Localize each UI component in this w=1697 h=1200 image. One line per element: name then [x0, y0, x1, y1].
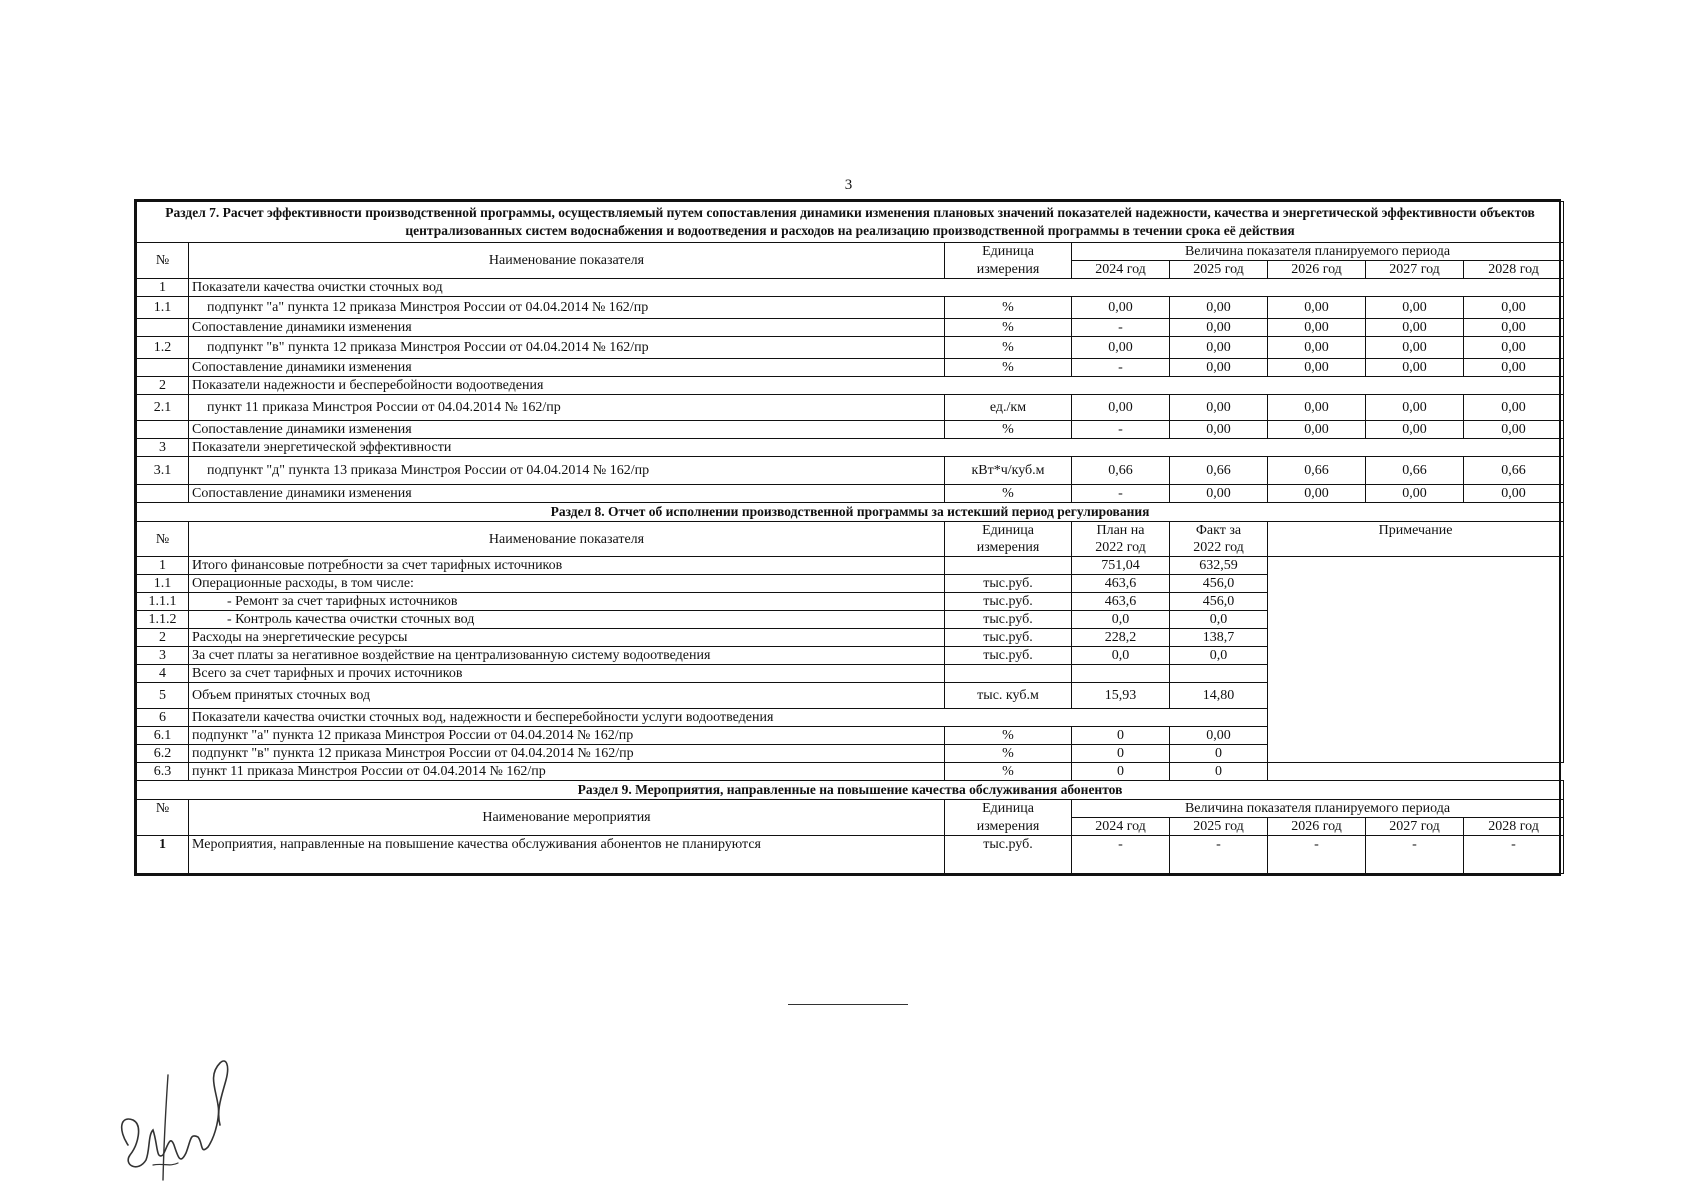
row-value: - [1072, 485, 1170, 503]
row-value: 0,66 [1268, 457, 1366, 485]
row-value: 0,00 [1268, 485, 1366, 503]
row-no: 1 [137, 557, 189, 575]
row-name: Сопоставление динамики изменения [189, 485, 945, 503]
row-value: 0,00 [1366, 337, 1464, 359]
table-row [137, 297, 1564, 319]
table-row [137, 279, 1564, 297]
row-unit: % [945, 485, 1072, 503]
row-plan: 15,93 [1072, 683, 1170, 709]
row-name: подпункт "д" пункта 13 приказа Минстроя России от 04.04.2014 № 162/пр [189, 457, 945, 485]
row-value: - [1464, 836, 1564, 874]
row-value: 0,00 [1268, 319, 1366, 337]
row-plan: 0,0 [1072, 647, 1170, 665]
row-value: 0,66 [1170, 457, 1268, 485]
year-2024: 2024 год [1072, 818, 1170, 836]
row-name: Показатели качества очистки сточных вод [189, 279, 1564, 297]
col-fact: Факт за [1170, 522, 1268, 540]
row-unit: тыс.руб. [945, 611, 1072, 629]
col-unit-2: измерения [945, 818, 1072, 836]
row-name: Сопоставление динамики изменения [189, 319, 945, 337]
row-plan: 0,0 [1072, 611, 1170, 629]
table-row [137, 377, 1564, 395]
row-value: - [1366, 836, 1464, 874]
row-unit: тыс.руб. [945, 593, 1072, 611]
col-note: Примечание [1268, 522, 1564, 557]
col-unit: Единица [945, 522, 1072, 540]
row-name: подпункт "а" пункта 12 приказа Минстроя России от 04.04.2014 № 162/пр [189, 297, 945, 319]
row-value: 0,00 [1170, 395, 1268, 421]
row-plan: 0 [1072, 745, 1170, 763]
year-2027: 2027 год [1366, 261, 1464, 279]
row-unit: % [945, 763, 1072, 781]
row-plan: 463,6 [1072, 575, 1170, 593]
row-name: Показатели энергетической эффективности [189, 439, 1564, 457]
row-unit: тыс.руб. [945, 836, 1072, 874]
row-value: 0,00 [1464, 319, 1564, 337]
row-fact: 14,80 [1170, 683, 1268, 709]
row-plan: 0 [1072, 763, 1170, 781]
table-row [137, 337, 1564, 359]
row-value: 0,00 [1366, 359, 1464, 377]
col-name: Наименование мероприятия [189, 800, 945, 836]
section8-title-row [137, 503, 1564, 522]
row-plan [1072, 665, 1170, 683]
row-value: - [1072, 359, 1170, 377]
row-plan: 0 [1072, 727, 1170, 745]
col-no: № [137, 800, 189, 836]
row-no: 1.1.2 [137, 611, 189, 629]
row-value: 0,00 [1268, 395, 1366, 421]
year-2025: 2025 год [1170, 818, 1268, 836]
row-unit [945, 557, 1072, 575]
row-no: 1.1 [137, 297, 189, 319]
row-value: 0,66 [1072, 457, 1170, 485]
row-no: 6.2 [137, 745, 189, 763]
row-name: Объем принятых сточных вод [189, 683, 945, 709]
row-name: Операционные расходы, в том числе: [189, 575, 945, 593]
row-value: - [1170, 836, 1268, 874]
row-name: Итого финансовые потребности за счет тарифных источников [189, 557, 945, 575]
table-row [137, 439, 1564, 457]
row-no: 1.1 [137, 575, 189, 593]
row-fact: 0 [1170, 763, 1268, 781]
row-value: 0,00 [1464, 297, 1564, 319]
row-no: 3 [137, 439, 189, 457]
row-unit: тыс.руб. [945, 647, 1072, 665]
row-unit: кВт*ч/куб.м [945, 457, 1072, 485]
row-plan: 751,04 [1072, 557, 1170, 575]
row-unit: тыс.руб. [945, 575, 1072, 593]
row-value: 0,00 [1170, 485, 1268, 503]
col-period: Величина показателя планируемого периода [1072, 243, 1564, 261]
table-row [137, 319, 1564, 337]
empty-cell [1268, 763, 1564, 781]
row-value: - [1072, 421, 1170, 439]
col-no: № [137, 522, 189, 557]
row-no: 6.3 [137, 763, 189, 781]
row-value: 0,00 [1170, 337, 1268, 359]
note-cell [1268, 557, 1564, 763]
section7-title-row [137, 202, 1564, 243]
year-2028: 2028 год [1464, 818, 1564, 836]
row-fact: 0,0 [1170, 647, 1268, 665]
row-value: 0,00 [1268, 337, 1366, 359]
document-table [134, 199, 1561, 876]
row-fact [1170, 665, 1268, 683]
row-unit: % [945, 359, 1072, 377]
row-value: - [1072, 319, 1170, 337]
row-no: 5 [137, 683, 189, 709]
row-name: Сопоставление динамики изменения [189, 421, 945, 439]
row-value: - [1268, 836, 1366, 874]
section9-title: Раздел 9. Мероприятия, направленные на повышение качества обслуживания абонентов [137, 781, 1564, 800]
row-fact: 138,7 [1170, 629, 1268, 647]
row-value: 0,00 [1072, 337, 1170, 359]
row-value: 0,00 [1366, 421, 1464, 439]
row-no: 2 [137, 377, 189, 395]
table-row [137, 557, 1564, 575]
row-no: 4 [137, 665, 189, 683]
year-2024: 2024 год [1072, 261, 1170, 279]
col-unit: Единица [945, 243, 1072, 261]
row-unit: ед./км [945, 395, 1072, 421]
row-name: подпункт "а" пункта 12 приказа Минстроя России от 04.04.2014 № 162/пр [189, 727, 945, 745]
row-value: 0,00 [1366, 319, 1464, 337]
section8-header-row [137, 522, 1564, 540]
row-no: 1.2 [137, 337, 189, 359]
row-no: 3.1 [137, 457, 189, 485]
row-value: 0,00 [1464, 485, 1564, 503]
section7-header-row [137, 243, 1564, 261]
row-fact: 0,0 [1170, 611, 1268, 629]
row-name: подпункт "в" пункта 12 приказа Минстроя России от 04.04.2014 № 162/пр [189, 337, 945, 359]
row-value: - [1072, 836, 1170, 874]
year-2026: 2026 год [1268, 818, 1366, 836]
row-value: 0,00 [1268, 297, 1366, 319]
year-2027: 2027 год [1366, 818, 1464, 836]
signature [108, 1035, 248, 1195]
row-name: пункт 11 приказа Минстроя России от 04.04.2014 № 162/пр [189, 763, 945, 781]
row-no: 1.1.1 [137, 593, 189, 611]
row-value: 0,00 [1072, 395, 1170, 421]
row-value: 0,00 [1464, 395, 1564, 421]
row-value: 0,66 [1366, 457, 1464, 485]
row-no [137, 421, 189, 439]
row-value: 0,00 [1072, 297, 1170, 319]
row-value: 0,00 [1366, 485, 1464, 503]
row-value: 0,00 [1464, 421, 1564, 439]
row-fact: 0,00 [1170, 727, 1268, 745]
row-value: 0,00 [1366, 297, 1464, 319]
row-value: 0,00 [1170, 297, 1268, 319]
row-value: 0,66 [1464, 457, 1564, 485]
row-value: 0,00 [1366, 395, 1464, 421]
row-unit: % [945, 727, 1072, 745]
row-unit: % [945, 297, 1072, 319]
row-name: пункт 11 приказа Минстроя России от 04.04.2014 № 162/пр [189, 395, 945, 421]
table-row [137, 421, 1564, 439]
row-value: 0,00 [1268, 421, 1366, 439]
row-unit: тыс. куб.м [945, 683, 1072, 709]
row-name: подпункт "в" пункта 12 приказа Минстроя России от 04.04.2014 № 162/пр [189, 745, 945, 763]
row-name: Показатели качества очистки сточных вод, надежности и бесперебойности услуги водоотведения [189, 709, 1268, 727]
row-unit [945, 665, 1072, 683]
main-table [136, 201, 1564, 874]
row-no: 1 [137, 279, 189, 297]
page-number: 3 [844, 177, 853, 193]
col-period: Величина показателя планируемого периода [1072, 800, 1564, 818]
row-name: Показатели надежности и бесперебойности водоотведения [189, 377, 1564, 395]
col-unit-2: измерения [945, 539, 1072, 557]
row-name: Сопоставление динамики изменения [189, 359, 945, 377]
col-name: Наименование показателя [189, 522, 945, 557]
row-name: Мероприятия, направленные на повышение качества обслуживания абонентов не планируются [189, 836, 945, 874]
row-value: 0,00 [1268, 359, 1366, 377]
row-value: 0,00 [1170, 319, 1268, 337]
row-no [137, 359, 189, 377]
col-unit: Единица [945, 800, 1072, 818]
row-no: 2 [137, 629, 189, 647]
row-unit: % [945, 337, 1072, 359]
row-plan: 228,2 [1072, 629, 1170, 647]
section9-header-row [137, 800, 1564, 818]
year-2026: 2026 год [1268, 261, 1366, 279]
end-divider [788, 1004, 908, 1005]
row-fact: 456,0 [1170, 575, 1268, 593]
row-unit: % [945, 745, 1072, 763]
row-no: 2.1 [137, 395, 189, 421]
table-row [137, 395, 1564, 421]
col-plan: План на [1072, 522, 1170, 540]
row-name: - Ремонт за счет тарифных источников [189, 593, 945, 611]
row-fact: 0 [1170, 745, 1268, 763]
row-name: За счет платы за негативное воздействие на централизованную систему водоотведения [189, 647, 945, 665]
col-no: № [137, 243, 189, 279]
table-row [137, 836, 1564, 874]
section8-title: Раздел 8. Отчет об исполнении производственной программы за истекший период регулирования [137, 503, 1564, 522]
col-name: Наименование показателя [189, 243, 945, 279]
row-no: 6.1 [137, 727, 189, 745]
table-row [137, 359, 1564, 377]
row-fact: 632,59 [1170, 557, 1268, 575]
table-row [137, 457, 1564, 485]
row-value: 0,00 [1170, 421, 1268, 439]
row-name: Всего за счет тарифных и прочих источников [189, 665, 945, 683]
row-no [137, 485, 189, 503]
year-2028: 2028 год [1464, 261, 1564, 279]
col-plan-2: 2022 год [1072, 539, 1170, 557]
row-value: 0,00 [1170, 359, 1268, 377]
col-unit-2: измерения [945, 261, 1072, 279]
col-fact-2: 2022 год [1170, 539, 1268, 557]
year-2025: 2025 год [1170, 261, 1268, 279]
table-row [137, 763, 1564, 781]
section7-title: Раздел 7. Расчет эффективности производственной программы, осуществляемый путем сопоставления динамики изменения плановых значений показателей надежности, качества и энергетической эффективности объектов централизованных систем водоснабжения и водоотведения и расходов на реализацию производственной программы в течении срока её действия [137, 202, 1564, 243]
row-unit: тыс.руб. [945, 629, 1072, 647]
row-no [137, 319, 189, 337]
row-value: 0,00 [1464, 359, 1564, 377]
section9-title-row [137, 781, 1564, 800]
row-value: 0,00 [1464, 337, 1564, 359]
row-fact: 456,0 [1170, 593, 1268, 611]
row-name: Расходы на энергетические ресурсы [189, 629, 945, 647]
row-plan: 463,6 [1072, 593, 1170, 611]
table-row [137, 485, 1564, 503]
row-name: - Контроль качества очистки сточных вод [189, 611, 945, 629]
row-no: 6 [137, 709, 189, 727]
row-unit: % [945, 319, 1072, 337]
row-no: 3 [137, 647, 189, 665]
row-unit: % [945, 421, 1072, 439]
row-no: 1 [137, 836, 189, 874]
